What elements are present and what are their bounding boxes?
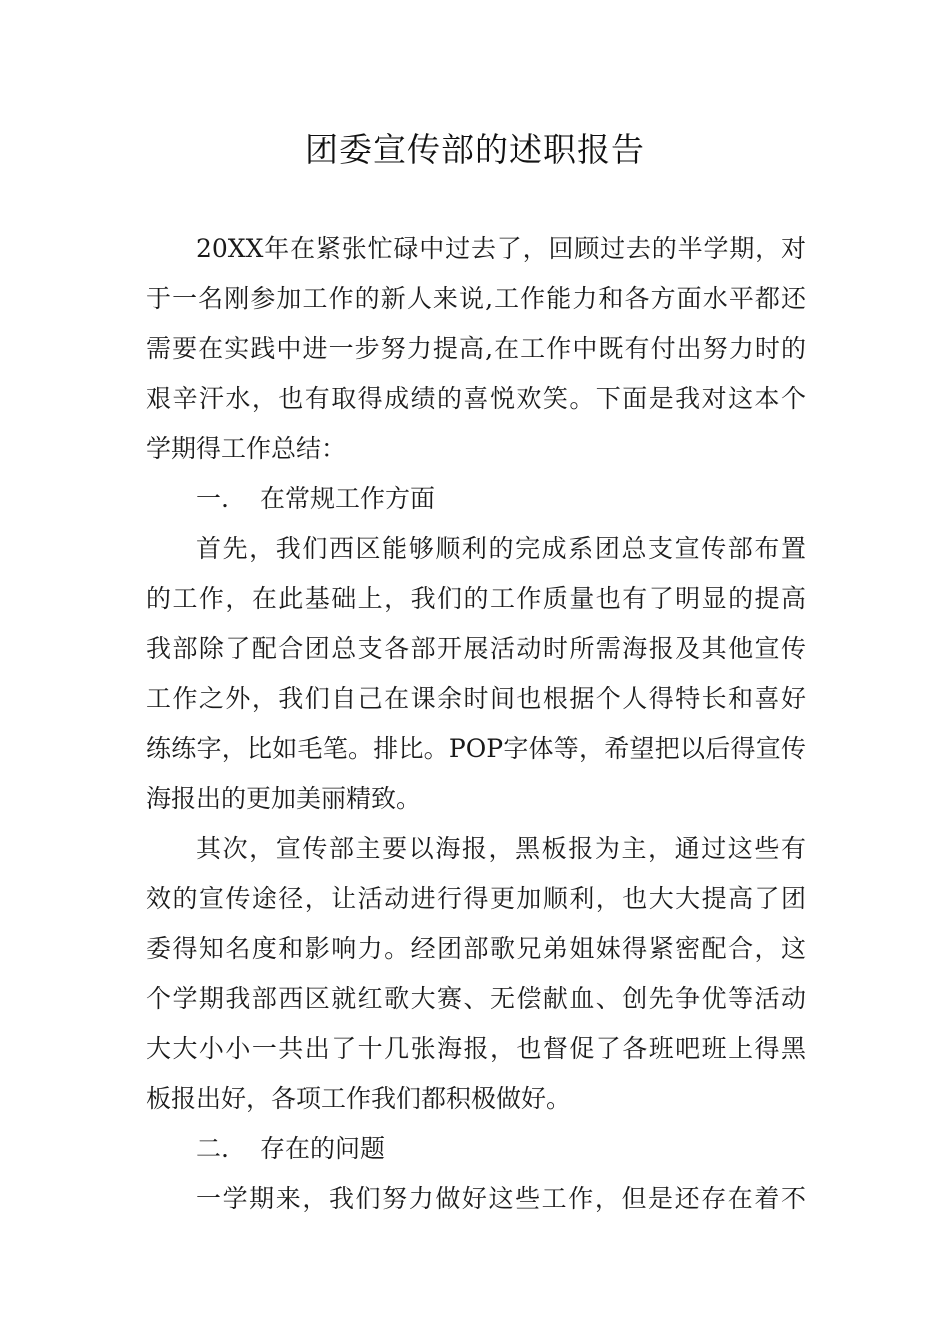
section-number: 一. [196, 484, 229, 513]
paragraph-line: 个学期我部西区就红歌大赛、无偿献血、创先争优等活动 [146, 984, 806, 1013]
paragraph-line: 工作之外，我们自己在课余时间也根据个人得特长和喜好 [146, 684, 806, 713]
paragraph-line: 学期得工作总结： [146, 434, 347, 463]
paragraph-line: 效的宣传途径，让活动进行得更加顺利，也大大提高了团 [146, 884, 806, 913]
paragraph-line: 艰辛汗水，也有取得成绩的喜悦欢笑。下面是我对这本个 [146, 384, 806, 413]
section-heading [196, 479, 796, 519]
paragraph-line: 于一名刚参加工作的新人来说,工作能力和各方面水平都还 [146, 284, 806, 313]
paragraph-line: 20XX年在紧张忙碌中过去了，回顾过去的半学期，对 [196, 234, 806, 263]
paragraph-line: 委得知名度和影响力。经团部歌兄弟姐妹得紧密配合，这 [146, 934, 806, 963]
section-heading-text: 存在的问题 [260, 1134, 386, 1163]
paragraph-line: 首先，我们西区能够顺利的完成系团总支宣传部布置 [196, 534, 806, 563]
paragraph-line: 我部除了配合团总支各部开展活动时所需海报及其他宣传 [146, 634, 806, 663]
paragraph-line: 其次，宣传部主要以海报，黑板报为主，通过这些有 [196, 834, 806, 863]
paragraph-line: 板报出好，各项工作我们都积极做好。 [146, 1084, 572, 1113]
paragraph-line: 的工作，在此基础上，我们的工作质量也有了明显的提高 [146, 584, 806, 613]
paragraph-line: 海报出的更加美丽精致。 [146, 784, 422, 813]
paragraph-line: 一学期来，我们努力做好这些工作，但是还存在着不 [196, 1184, 806, 1213]
section-heading-text: 在常规工作方面 [260, 484, 436, 513]
paragraph-line: 练练字，比如毛笔。排比。POP字体等，希望把以后得宣传 [146, 734, 806, 763]
paragraph-line: 需要在实践中进一步努力提高,在工作中既有付出努力时的 [146, 334, 806, 363]
document-title: 团委宣传部的述职报告 [305, 130, 645, 169]
paragraph-line: 大大小小一共出了十几张海报，也督促了各班吧班上得黑 [146, 1034, 806, 1063]
section-number: 二. [196, 1134, 229, 1163]
section-heading [196, 1129, 796, 1169]
